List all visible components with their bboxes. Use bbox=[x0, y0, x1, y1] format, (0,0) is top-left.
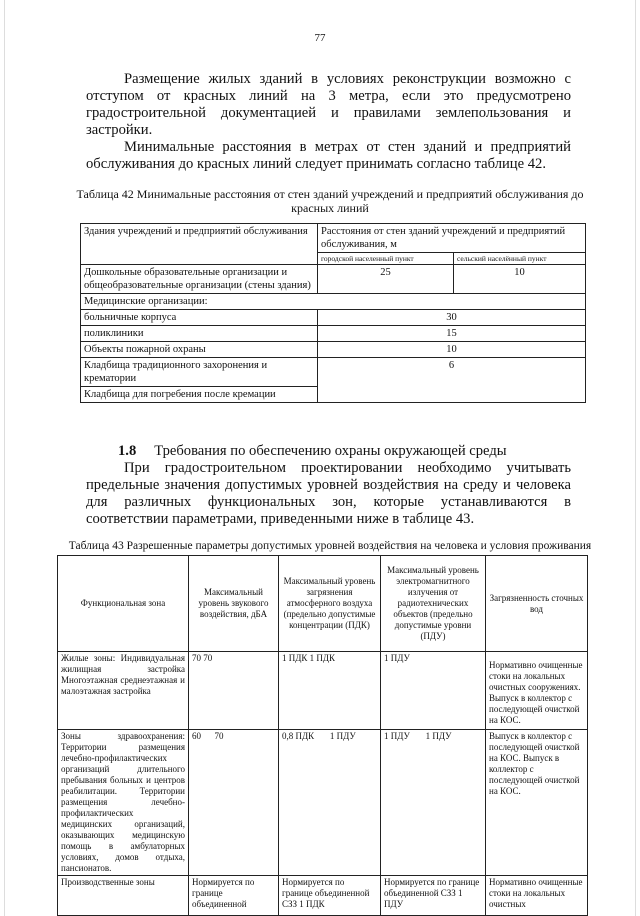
table-row bbox=[58, 730, 588, 876]
scan-edge bbox=[635, 0, 636, 916]
table43-header: Загрязненность сточных вод bbox=[486, 556, 588, 652]
table42-cell-city: 25 bbox=[318, 265, 454, 294]
table43-cell-air: Нормируется по границе объединенной СЗЗ 1 ПДК bbox=[279, 876, 381, 916]
table43-cell-emr: Нормируется по границе объединенной СЗЗ 1 ПДУ bbox=[381, 876, 486, 916]
table43-cell-noise: 60 70 bbox=[189, 730, 279, 876]
table43-cell-zone: Производственные зоны bbox=[58, 876, 189, 916]
table42-cell-name: поликлиники bbox=[81, 326, 318, 342]
table-42 bbox=[80, 223, 586, 403]
table43-cell-wastewater: Выпуск в коллектор с последующей очисткой на КОС. Выпуск в коллектор с последующей очисткой на КОС. bbox=[486, 730, 588, 876]
table-row bbox=[81, 326, 586, 342]
table-43 bbox=[57, 555, 588, 916]
table42-cell-name: больничные корпуса bbox=[81, 310, 318, 326]
table43-cell-noise: Нормируется по границе объединенной bbox=[189, 876, 279, 916]
table43-cell-air: 1 ПДК 1 ПДК bbox=[279, 652, 381, 730]
table43-cell-wastewater: Нормативно очищенные стоки на локальных очистных сооружениях. Выпуск в коллектор с последующей очисткой на КОС. bbox=[486, 652, 588, 730]
table42-header-distances: Расстояния от стен зданий учреждений и предприятий обслуживания, м bbox=[318, 224, 586, 253]
table43-cell-noise: 70 70 bbox=[189, 652, 279, 730]
table42-header-buildings: Здания учреждений и предприятий обслуживания bbox=[81, 224, 318, 265]
paragraph-min-distances: Минимальные расстояния в метрах от стен зданий и предприятий обслуживания до красных линий следует принимать согласно таблице 42. bbox=[86, 139, 571, 172]
table42-cell-rural: 10 bbox=[453, 265, 585, 294]
table42-cell-name: Медицинские организации: bbox=[81, 294, 586, 310]
table-row bbox=[58, 876, 588, 916]
table-row bbox=[81, 294, 586, 310]
table43-cell-emr: 1 ПДУ 1 ПДУ bbox=[381, 730, 486, 876]
table42-cell-name: Кладбища традиционного захоронения и крематории bbox=[81, 358, 318, 387]
table42-cell-value: 10 bbox=[318, 342, 586, 358]
table43-cell-wastewater: Нормативно очищенные стоки на локальных очистных bbox=[486, 876, 588, 916]
table-row bbox=[81, 342, 586, 358]
table-header-row bbox=[58, 556, 588, 652]
section-paragraph: При градостроительном проектировании необходимо учитывать предельные значения допустимых уровней воздействия на среду и человека для различных функциональных зон, которые устанавливаются в соответствии параметрами, приведенными ниже в таблице 43. bbox=[86, 460, 571, 527]
paragraph-reconstruction: Размещение жилых зданий в условиях реконструкции возможно с отступом от красных линий на 3 метра, если это предусмотрено градостроительной документацией и правилами землепользования и застройки. bbox=[86, 71, 571, 138]
page-number: 77 bbox=[314, 32, 326, 44]
table42-cell-name: Кладбища для погребения после кремации bbox=[81, 387, 318, 403]
section-title: Требования по обеспечению охраны окружающей среды bbox=[154, 443, 507, 459]
table43-header: Максимальный уровень загрязнения атмосферного воздуха (предельно допустимые концентрации (ПДК) bbox=[279, 556, 381, 652]
section-number: 1.8 bbox=[118, 443, 137, 459]
table43-caption: Таблица 43 Разрешенные параметры допустимых уровней воздействия на человека и условия проживания bbox=[68, 540, 592, 552]
table42-caption: Таблица 42 Минимальные расстояния от стен зданий учреждений и предприятий обслуживания до красных линий bbox=[76, 187, 584, 215]
section-heading bbox=[118, 443, 640, 460]
table42-subheader-rural: сельский населённый пункт bbox=[453, 253, 585, 265]
table42-cell-value: 6 bbox=[318, 358, 586, 403]
table-row bbox=[58, 652, 588, 730]
table43-cell-zone: Жилые зоны: Индивидуальная жилищная застройка Многоэтажная среднеэтажная и малоэтажная застройка bbox=[58, 652, 189, 730]
table42-cell-value: 15 bbox=[318, 326, 586, 342]
table-row bbox=[81, 310, 586, 326]
table43-cell-air: 0,8 ПДК 1 ПДУ bbox=[279, 730, 381, 876]
table-row bbox=[81, 358, 586, 387]
table43-header: Максимальный уровень звукового воздействия, дБА bbox=[189, 556, 279, 652]
table43-header: Функциональная зона bbox=[58, 556, 189, 652]
table42-cell-value: 30 bbox=[318, 310, 586, 326]
table43-header: Максимальный уровень электромагнитного излучения от радиотехнических объектов (предельно допустимые уровни (ПДУ) bbox=[381, 556, 486, 652]
table43-cell-emr: 1 ПДУ bbox=[381, 652, 486, 730]
table43-cell-zone: Зоны здравоохранения: Территории размещения лечебно-профилактических организаций длительного пребывания больных и центров реабилитации. Территории размещения лечебно-профилактических медицинских организаций, оказывающих медицинскую помощь в амбулаторных условиях, домов отдыха, пансионатов. bbox=[58, 730, 189, 876]
table42-cell-name: Объекты пожарной охраны bbox=[81, 342, 318, 358]
scan-edge bbox=[4, 0, 5, 916]
table42-cell-name: Дошкольные образовательные организации и общеобразовательные организации (стены здания) bbox=[81, 265, 318, 294]
table42-subheader-city: городской населенный пункт bbox=[318, 253, 454, 265]
table-row bbox=[81, 265, 586, 294]
